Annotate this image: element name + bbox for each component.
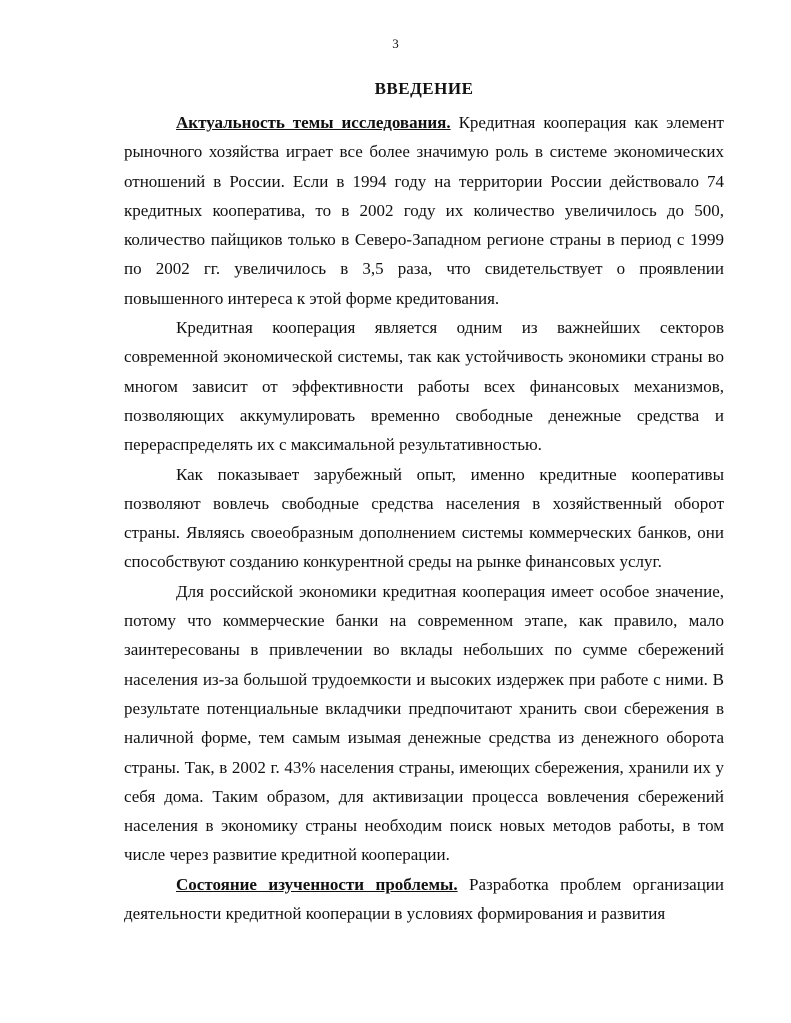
paragraph-foreign-experience: Как показывает зарубежный опыт, именно кредитные кооперативы позволяют вовлечь свободные средства населения в хозяйственный оборот страны. Являясь своеобразным дополнением системы коммерческих банков, они способствуют созданию конкурентной среды на рынке финансовых услуг. bbox=[124, 464, 724, 572]
paragraph-lead-relevance: Актуальность темы исследования. bbox=[176, 113, 451, 132]
paragraph-importance: Кредитная кооперация является одним из важнейших секторов современной экономической системы, так как устойчивость экономики страны во многом зависит от эффективности работы всех финансовых механизмов, позволяющих аккумулировать временно свободные денежные средства и перераспределять их с максимальной результативностью. bbox=[124, 318, 724, 455]
paragraph-lead-research-state: Состояние изученности проблемы. bbox=[176, 874, 458, 894]
paragraph-relevance bbox=[124, 108, 724, 313]
paragraph-research-state bbox=[124, 870, 724, 929]
paragraph-text: Разработка проблем организации деятельности кредитной кооперации в условиях формирования и развития bbox=[124, 874, 724, 924]
paragraph-russian-economy: Для российской экономики кредитная кооперация имеет особое значение, потому что коммерческие банки на современном этапе, как правило, мало заинтересованы в привлечении во вклады небольших по сумме сбережений населения из-за большой трудоемкости и высоких издержек при работе с ними. В результате потенциальные вкладчики предпочитают хранить свои сбережения в наличной форме, тем самым изымая денежные средства из денежного оборота страны. Так, в 2002 г. 43% населения страны, имеющих сбережения, хранили их у себя дома. Таким образом, для активизации процесса вовлечения сбережений населения в экономику страны необходим поиск новых методов работы, в том числе через развитие кредитной кооперации. bbox=[124, 581, 724, 865]
document-body bbox=[124, 78, 724, 928]
section-heading: ВВЕДЕНИЕ bbox=[374, 79, 474, 98]
page-number: 3 bbox=[392, 36, 399, 51]
paragraph-text: Кредитная кооперация как элемент рыночного хозяйства играет все более значимую роль в системе экономических отношений в России. Если в 1994 году на территории России действовало 74 кредитных кооператива, то в 2002 году их количество увеличилось до 500, количество пайщиков только в Северо-Западном регионе страны в период с 1999 по 2002 гг. увеличилось в 3,5 раза, что свидетельствует о проявлении повышенного интереса к этой форме кредитования. bbox=[124, 113, 724, 308]
